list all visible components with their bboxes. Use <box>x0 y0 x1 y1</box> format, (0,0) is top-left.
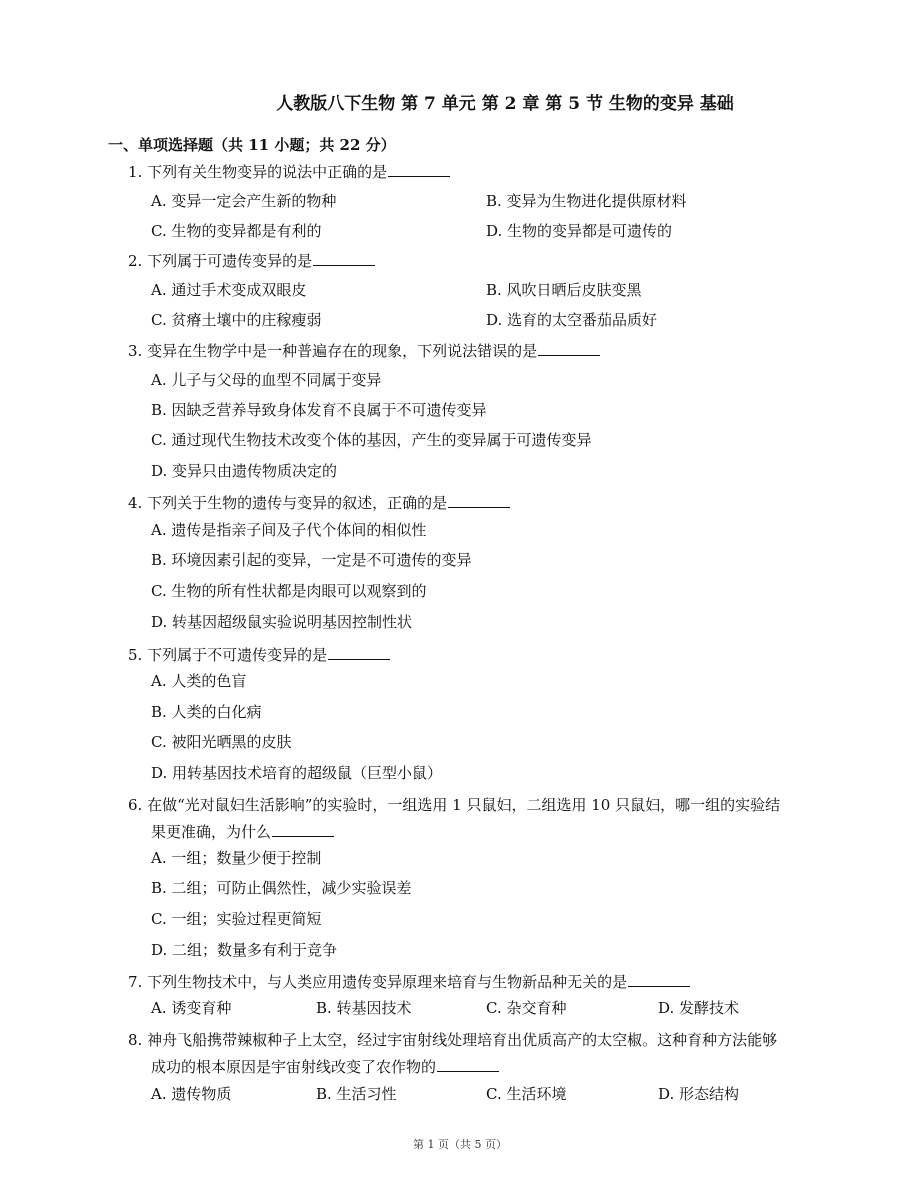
answer-blank <box>628 972 690 987</box>
answer-blank <box>328 645 390 660</box>
question-8-stem: 8. 神舟飞船携带辣椒种子上太空，经过宇宙射线处理培育出优质高产的太空椒。这种育种方法能够 <box>128 1031 778 1049</box>
option-6b: B. 二组；可防止偶然性，减少实验误差 <box>151 879 412 897</box>
option-5a: A. 人类的色盲 <box>151 672 247 690</box>
option-7c: C. 杂交育种 <box>486 999 567 1017</box>
option-3a: A. 儿子与父母的血型不同属于变异 <box>151 371 382 389</box>
question-6-stem: 6. 在做“光对鼠妇生活影响”的实验时，一组选用 1 只鼠妇，二组选用 10 只鼠妇，哪一组的实验结 <box>128 796 781 814</box>
option-8b: B. 生活习性 <box>316 1085 397 1103</box>
option-4c: C. 生物的所有性状都是肉眼可以观察到的 <box>151 582 427 600</box>
document-title: 人教版八下生物 第 7 单元 第 2 章 第 5 节 生物的变异 基础 <box>276 94 734 114</box>
option-7d: D. 发酵技术 <box>658 999 740 1017</box>
question-1-stem: 1. 下列有关生物变异的说法中正确的是 <box>128 162 450 182</box>
option-1c: C. 生物的变异都是有利的 <box>151 222 322 240</box>
question-7-stem: 7. 下列生物技术中，与人类应用遗传变异原理来培育与生物新品种无关的是 <box>128 972 690 992</box>
answer-blank <box>272 822 334 837</box>
page-footer: 第 1 页（共 5 页） <box>413 1138 507 1151</box>
question-4-stem: 4. 下列关于生物的遗传与变异的叙述，正确的是 <box>128 493 510 513</box>
answer-blank <box>313 251 375 266</box>
option-8d: D. 形态结构 <box>658 1085 740 1103</box>
option-1d: D. 生物的变异都是可遗传的 <box>486 222 673 240</box>
question-2-stem: 2. 下列属于可遗传变异的是 <box>128 251 375 271</box>
option-8a: A. 遗传物质 <box>151 1085 232 1103</box>
question-3-stem: 3. 变异在生物学中是一种普遍存在的现象，下列说法错误的是 <box>128 341 600 361</box>
answer-blank <box>448 493 510 508</box>
option-2a: A. 通过手术变成双眼皮 <box>151 281 307 299</box>
option-4b: B. 环境因素引起的变异，一定是不可遗传的变异 <box>151 551 472 569</box>
option-3d: D. 变异只由遗传物质决定的 <box>151 462 338 480</box>
question-5-stem: 5. 下列属于不可遗传变异的是 <box>128 645 390 665</box>
option-8c: C. 生活环境 <box>486 1085 567 1103</box>
option-1a: A. 变异一定会产生新的物种 <box>151 192 337 210</box>
option-3c: C. 通过现代生物技术改变个体的基因，产生的变异属于可遗传变异 <box>151 431 592 449</box>
option-5b: B. 人类的白化病 <box>151 703 262 721</box>
option-7b: B. 转基因技术 <box>316 999 412 1017</box>
option-6c: C. 一组；实验过程更简短 <box>151 910 322 928</box>
option-2d: D. 选育的太空番茄品质好 <box>486 311 658 329</box>
option-6d: D. 二组；数量多有利于竞争 <box>151 941 338 959</box>
option-4a: A. 遗传是指亲子间及子代个体间的相似性 <box>151 521 427 539</box>
option-6a: A. 一组；数量少便于控制 <box>151 849 322 867</box>
answer-blank <box>388 162 450 177</box>
option-5d: D. 用转基因技术培育的超级鼠（巨型小鼠） <box>151 764 443 782</box>
option-1b: B. 变异为生物进化提供原材料 <box>486 192 687 210</box>
option-5c: C. 被阳光晒黑的皮肤 <box>151 733 292 751</box>
answer-blank <box>538 341 600 356</box>
option-7a: A. 诱变育种 <box>151 999 232 1017</box>
question-8-stem-continued: 成功的根本原因是宇宙射线改变了农作物的 <box>151 1057 499 1077</box>
option-3b: B. 因缺乏营养导致身体发育不良属于不可遗传变异 <box>151 401 487 419</box>
question-6-stem-continued: 果更准确，为什么 <box>151 822 334 842</box>
answer-blank <box>437 1057 499 1072</box>
option-2b: B. 风吹日晒后皮肤变黑 <box>486 281 642 299</box>
option-2c: C. 贫瘠土壤中的庄稼瘦弱 <box>151 311 322 329</box>
option-4d: D. 转基因超级鼠实验说明基因控制性状 <box>151 613 413 631</box>
section-heading: 一、单项选择题（共 11 小题；共 22 分） <box>108 136 396 154</box>
